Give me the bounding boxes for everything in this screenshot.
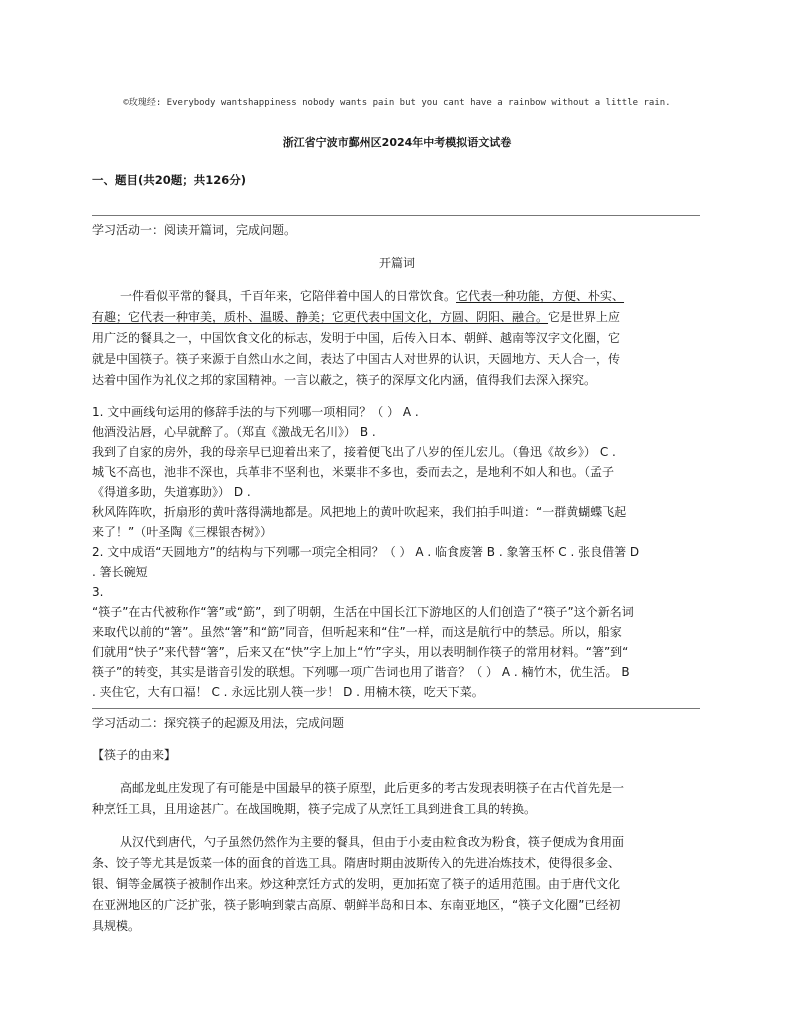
q1-line: 来了！”（叶圣陶《三棵银杏树》） [92, 525, 273, 539]
q3-line: “筷子”在古代被称作“箸”或“筯”，到了明朝，生活在中国长江下游地区的人们创造了“筷子”这个新名词 [92, 605, 634, 619]
underlined-sentence: 它代表一种功能，方便、朴实、 [456, 289, 625, 303]
q3-line: . 夹住它，大有口福！ C . 永远比别人筷一步！ D . 用楠木筷，吃天下菜。 [92, 685, 484, 699]
a2-p2-line: 在亚洲地区的广泛扩张，筷子影响到蒙古高原、朝鲜半岛和日本、东南亚地区，“筷子文化圈”已经初 [92, 898, 621, 912]
q1-line: 他酒没沾唇，心早就醉了。（郑直《激战无名川》） B . [92, 425, 376, 439]
a2-p2-line: 银、铜等金属筷子被制作出来。炒这种烹饪方式的发明，更加拓宽了筷子的适用范围。由于唐代文化 [92, 877, 621, 891]
a2-p2-line: 具规模。 [92, 919, 141, 933]
q3-line: 筷子”的转变，其实是谐音引发的联想。下列哪一项广告词也用了谐音？（ ） A . 楠竹木，优生活。 B [92, 665, 630, 679]
q1-line: 秋风阵阵吹，折扇形的黄叶落得满地都是。风把地上的黄叶吹起来，我们拍手叫道：“一群黄蝴蝶飞起 [92, 505, 627, 519]
section-title: 一、题目(共20题；共126分) [92, 173, 247, 187]
activity2-heading: 学习活动二：探究筷子的起源及用法，完成问题 [92, 716, 345, 730]
a2-p2-line: 条、饺子等尤其是饭菜一体的面食的首选工具。隋唐时期由波斯传入的先进冶炼技术，使得很多金、 [92, 856, 621, 870]
q3-line: 3. [92, 585, 104, 599]
q3-line: 来取代以前的“箸”。虽然“箸”和“筯”同音，但听起来和“住”一样，而这是航行中的禁忌。所以，船家 [92, 625, 622, 639]
header-quote: ©玫瑰经: Everybody wantshappiness nobody wants pain but you cant have a rainbow without a little rain. [123, 98, 671, 108]
a2-p2-line: 从汉代到唐代，勺子虽然仍然作为主要的餐具，但由于小麦由粒食改为粉食，筷子便成为食用面 [120, 835, 625, 849]
passage-title: 开篇词 [378, 256, 415, 270]
q2-line: . 箸长碗短 [92, 565, 148, 579]
divider-1 [92, 215, 700, 216]
passage-line-3: 用广泛的餐具之一，中国饮食文化的标志，发明于中国，后传入日本、朝鲜、越南等汉字文化圈，它 [92, 331, 621, 345]
passage-line-4: 就是中国筷子。筷子来源于自然山水之间，表达了中国古人对世界的认识，天圆地方、天人合一，传 [92, 352, 621, 366]
activity1-heading: 学习活动一：阅读开篇词，完成问题。 [92, 223, 297, 237]
activity2-subheading: 【筷子的由来】 [92, 748, 177, 762]
q3-line: 们就用“快子”来代替“箸”，后来又在“快”字上加上“竹”字头，用以表明制作筷子的常用材料。“箸”到“ [92, 645, 629, 659]
q1-line: 我到了自家的房外，我的母亲早已迎着出来了，接着便飞出了八岁的侄儿宏儿。（鲁迅《故乡》） C . [92, 445, 616, 459]
passage-line-1: 一件看似平常的餐具，千百年来，它陪伴着中国人的日常饮食。它代表一种功能，方便、朴实、 [120, 289, 625, 303]
q1-line: 《得道多助，失道寡助》） D . [92, 485, 251, 499]
q1-line: 城飞不高也，池非不深也，兵革非不坚利也，米粟非不多也，委而去之，是地利不如人和也。（孟子 [92, 465, 615, 479]
divider-2 [92, 708, 700, 709]
q1-line: 1. 文中画线句运用的修辞手法的与下列哪一项相同？（ ） A . [92, 405, 419, 419]
a2-p1-line: 种烹饪工具，且用途甚广。在战国晚期，筷子完成了从烹饪工具到进食工具的转换。 [92, 802, 537, 816]
underlined-sentence: 有趣；它代表一种审美，质朴、温暖、静美；它更代表中国文化，方圆、阴阳、融合。 [92, 310, 549, 324]
passage-line-2: 有趣；它代表一种审美，质朴、温暖、静美；它更代表中国文化，方圆、阴阳、融合。它是世界上应 [92, 310, 621, 324]
document-title: 浙江省宁波市鄞州区2024年中考模拟语文试卷 [282, 136, 512, 149]
a2-p1-line: 高邮龙虬庄发现了有可能是中国最早的筷子原型，此后更多的考古发现表明筷子在古代首先是一 [120, 781, 625, 795]
passage-line-5: 达着中国作为礼仪之邦的家国精神。一言以蔽之，筷子的深厚文化内涵，值得我们去深入探究。 [92, 373, 597, 387]
q2-line: 2. 文中成语“天圆地方”的结构与下列哪一项完全相同？（ ） A . 临食废箸 B . 象箸玉杯 C . 张良借箸 D [92, 545, 640, 559]
